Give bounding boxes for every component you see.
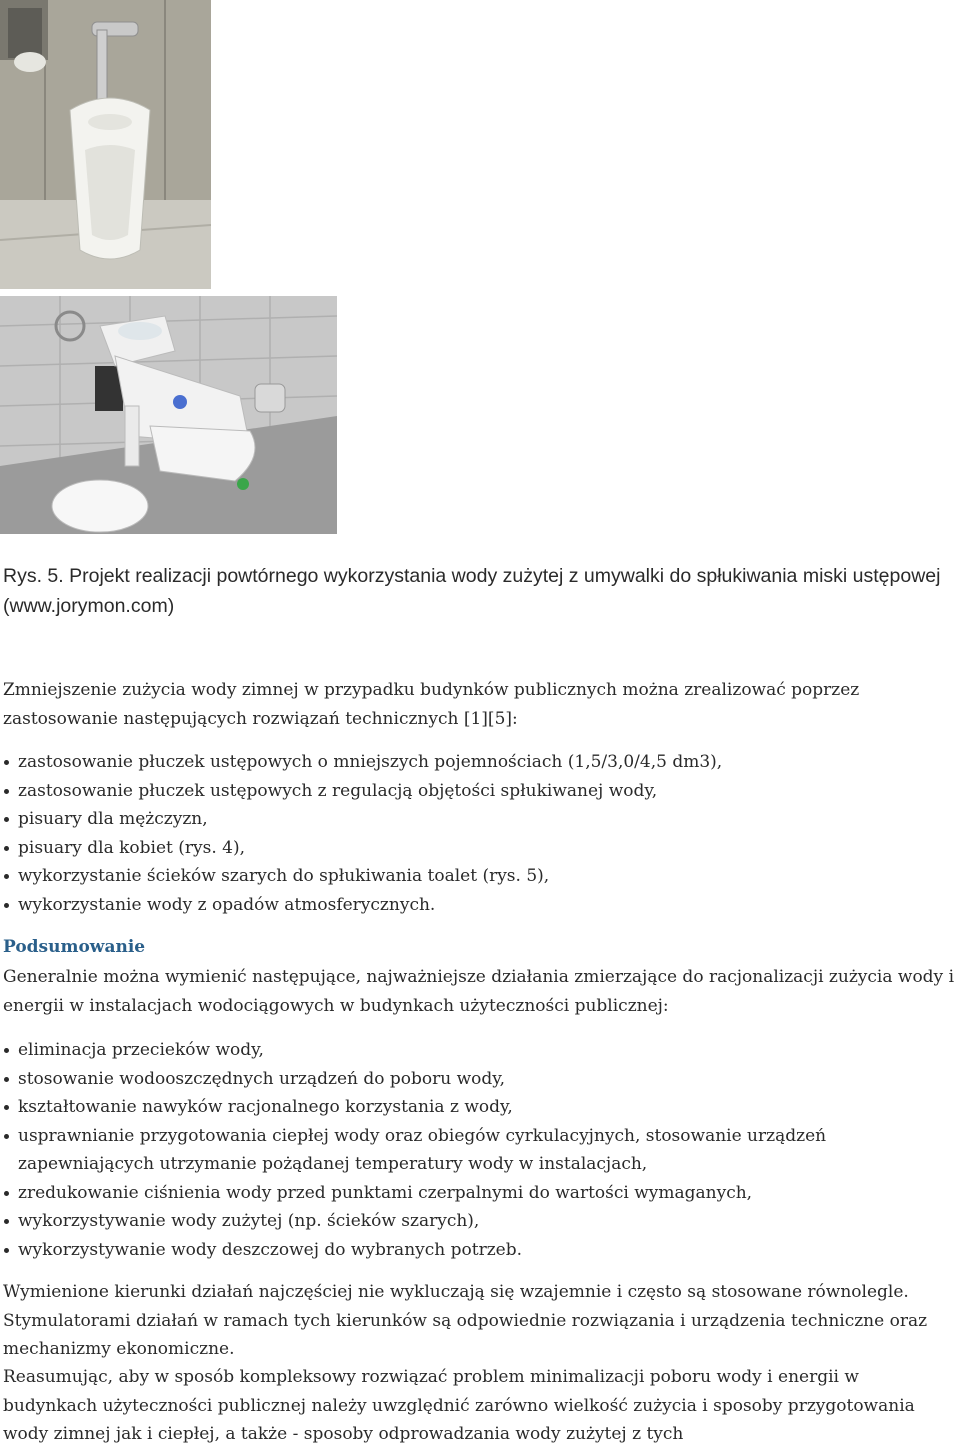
conclusion-paragraph-1: Wymienione kierunki działań najczęściej nie wykluczają się wzajemnie i często są stosowane równolegle. Stymulatorami działań w ramach tych kierunków są odpowiednie rozwiązania i urządzenia techniczne oraz mechanizmy ekonomiczne. [3, 1282, 928, 1359]
intro-paragraph: Zmniejszenie zużycia wody zimnej w przypadku budynków publicznych można zrealizować poprzez zastosowanie następujących rozwiązań technicznych [1][5]: [3, 680, 860, 729]
figure-caption: Rys. 5. Projekt realizacji powtórnego wykorzystania wody zużytej z umywalki do spłukiwania miski ustępowej (www.jorymon.com) [3, 565, 941, 617]
list-item: pisuary dla mężczyzn, [3, 805, 958, 834]
conclusion-paragraph-2: Reasumując, aby w sposób kompleksowy rozwiązać problem minimalizacji poboru wody i energii w budynkach użyteczności publicznej należy uwzględnić zarówno wielkość zużycia i sposoby przygotowania wody zimnej jak i ciepłej, a także - sposoby odprowadzania wody zużytej z tych [3, 1367, 915, 1444]
section-heading: Podsumowanie [3, 937, 146, 957]
list-item: eliminacja przecieków wody, [3, 1036, 958, 1065]
sink-toilet-photo [0, 296, 337, 534]
list-item: wykorzystanie wody z opadów atmosferycznych. [3, 891, 958, 920]
summary-intro-paragraph: Generalnie można wymienić następujące, najważniejsze działania zmierzające do racjonalizacji zużycia wody i energii w instalacjach wodociągowych w budynkach użyteczności publicznej: [3, 967, 955, 1016]
urinal-illustration [0, 0, 211, 289]
list-item: zastosowanie płuczek ustępowych o mniejszych pojemnościach (1,5/3,0/4,5 dm3), [3, 748, 958, 777]
list-item: pisuary dla kobiet (rys. 4), [3, 834, 958, 863]
list-item: zastosowanie płuczek ustępowych z regulacją objętości spłukiwanej wody, [3, 777, 958, 806]
list-item: stosowanie wodooszczędnych urządzeń do poboru wody, [3, 1065, 958, 1094]
greywater-concept-illustration [0, 296, 337, 534]
water-saving-measures-list [3, 748, 958, 919]
summary-actions-list [3, 1036, 958, 1264]
list-item: wykorzystywanie wody zużytej (np. ścieków szarych), [3, 1207, 958, 1236]
list-item: wykorzystywanie wody deszczowej do wybranych potrzeb. [3, 1236, 958, 1265]
urinal-photo [0, 0, 211, 289]
list-item: usprawnianie przygotowania ciepłej wody oraz obiegów cyrkulacyjnych, stosowanie urządzeń zapewniających utrzymanie pożądanej temperatury wody w instalacjach, [3, 1122, 958, 1179]
list-item: wykorzystanie ścieków szarych do spłukiwania toalet (rys. 5), [3, 862, 958, 891]
list-item: kształtowanie nawyków racjonalnego korzystania z wody, [3, 1093, 958, 1122]
list-item: zredukowanie ciśnienia wody przed punktami czerpalnymi do wartości wymaganych, [3, 1179, 958, 1208]
